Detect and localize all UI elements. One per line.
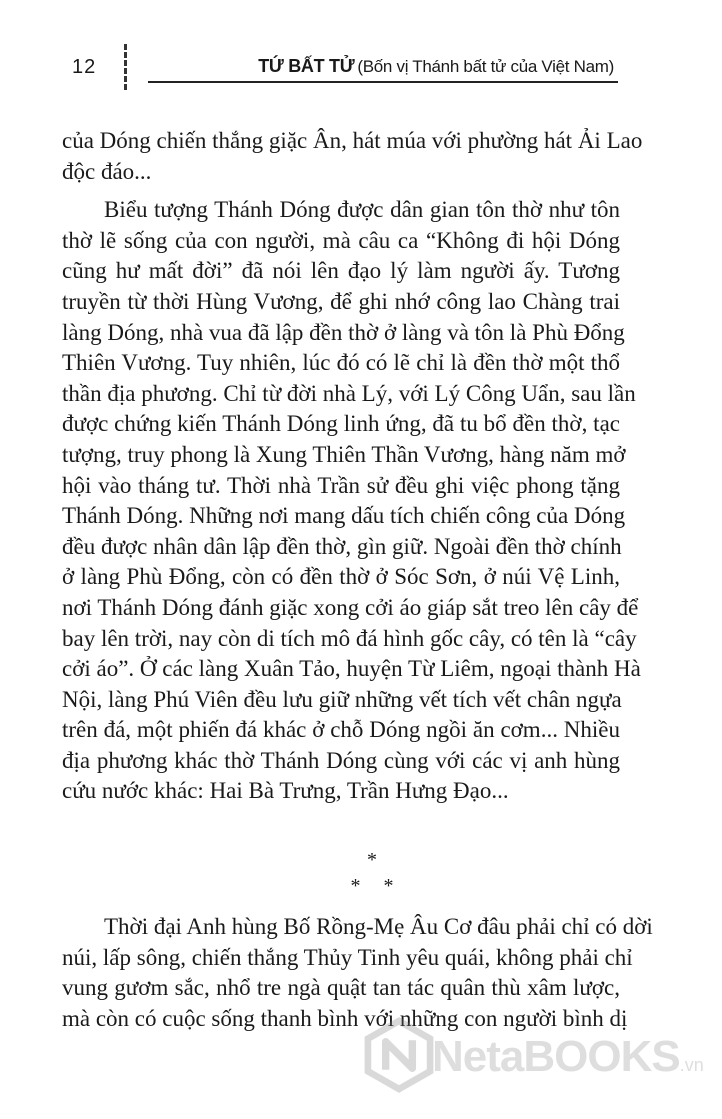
text-line: tượng, truy phong là Xung Thiên Thần Vương, hàng năm mở bbox=[62, 441, 626, 467]
section-separator-top: * bbox=[367, 849, 377, 871]
book-title: TỨ BẤT TỬ bbox=[258, 56, 355, 76]
text-line: bay lên trời, nay còn di tích mô đá hình gốc cây, có tên là “cây bbox=[62, 625, 637, 651]
netabooks-logo-icon bbox=[362, 1018, 436, 1092]
paragraph-2 bbox=[62, 195, 641, 807]
text-line: làng Dóng, nhà vua đã lập đền thờ ở làng và tôn là Phù Đổng bbox=[62, 319, 625, 345]
text-line: ở làng Phù Đổng, còn có đền thờ ở Sóc Sơn, ở núi Vệ Linh, bbox=[62, 564, 620, 590]
text-line: Thiên Vương. Tuy nhiên, lúc đó có lẽ chỉ là đền thờ một thổ bbox=[62, 350, 620, 376]
text-line: Nội, làng Phú Viên đều lưu giữ những vết tích vết chân ngựa bbox=[62, 686, 622, 712]
page-number: 12 bbox=[72, 56, 97, 78]
text-line: địa phương khác thờ Thánh Dóng cùng với các vị anh hùng bbox=[62, 747, 620, 773]
header-vertical-rule bbox=[124, 44, 127, 92]
paragraph-1 bbox=[62, 126, 643, 187]
body-text bbox=[62, 126, 643, 807]
text-line: Biểu tượng Thánh Dóng được dân gian tôn thờ như tôn bbox=[104, 197, 620, 223]
text-line: của Dóng chiến thắng giặc Ân, hát múa với phường hát Ải Lao bbox=[62, 128, 643, 153]
text-line: đều được nhân dân lập đền thờ, gìn giữ. Ngoài đền thờ chính bbox=[62, 533, 622, 559]
text-line: độc đáo... bbox=[62, 158, 152, 184]
text-line: cứu nước khác: Hai Bà Trưng, Trần Hưng Đạo... bbox=[62, 778, 509, 804]
text-line: nơi Thánh Dóng đánh giặc xong cởi áo giáp sắt treo lên cây để bbox=[62, 594, 639, 620]
text-line: được chứng kiến Thánh Dóng linh ứng, đã tu bổ đền thờ, tạc bbox=[62, 411, 620, 437]
text-line: vung gươm sắc, nhổ tre ngà quật tan tác quân thù xâm lược, bbox=[62, 975, 620, 1001]
header-horizontal-rule bbox=[148, 81, 618, 83]
running-header bbox=[0, 0, 700, 100]
text-line: cởi áo”. Ở các làng Xuân Tảo, huyện Từ Liêm, ngoại thành Hà bbox=[62, 656, 641, 682]
text-line: hội vào tháng tư. Thời nhà Trần sử đều ghi việc phong tặng bbox=[62, 472, 620, 498]
text-line: truyền từ thời Hùng Vương, để ghi nhớ công lao Chàng trai bbox=[62, 288, 620, 314]
text-line: cũng hư mất đời” đã nói lên đạo lý làm người ấy. Tương bbox=[62, 258, 620, 284]
text-line: mà còn có cuộc sống thanh bình với những con người bình dị bbox=[62, 1005, 628, 1031]
running-title bbox=[258, 56, 614, 77]
watermark-brand: NetaBOOKS bbox=[432, 1032, 680, 1081]
text-line: Thời đại Anh hùng Bố Rồng-Mẹ Âu Cơ đâu phải chỉ có dời bbox=[104, 914, 653, 939]
text-line: thần địa phương. Chỉ từ đời nhà Lý, với Lý Công Uẩn, sau lần bbox=[62, 380, 636, 406]
watermark-text bbox=[432, 1032, 704, 1082]
text-line: thờ lẽ sống của con người, mà câu ca “Không đi hội Dóng bbox=[62, 227, 620, 253]
text-line: trên đá, một phiến đá khác ở chỗ Dóng ngồi ăn cơm... Nhiều bbox=[62, 717, 620, 743]
watermark bbox=[362, 1016, 704, 1096]
text-line: núi, lấp sông, chiến thắng Thủy Tinh yêu quái, không phải chỉ bbox=[62, 944, 633, 970]
text-line: Thánh Dóng. Những nơi mang dấu tích chiến công của Dóng bbox=[62, 503, 626, 529]
book-subtitle: (Bốn vị Thánh bất tử của Việt Nam) bbox=[357, 57, 614, 76]
watermark-suffix: .vn bbox=[679, 1055, 704, 1075]
section-separator-bottom: * * bbox=[350, 875, 394, 897]
